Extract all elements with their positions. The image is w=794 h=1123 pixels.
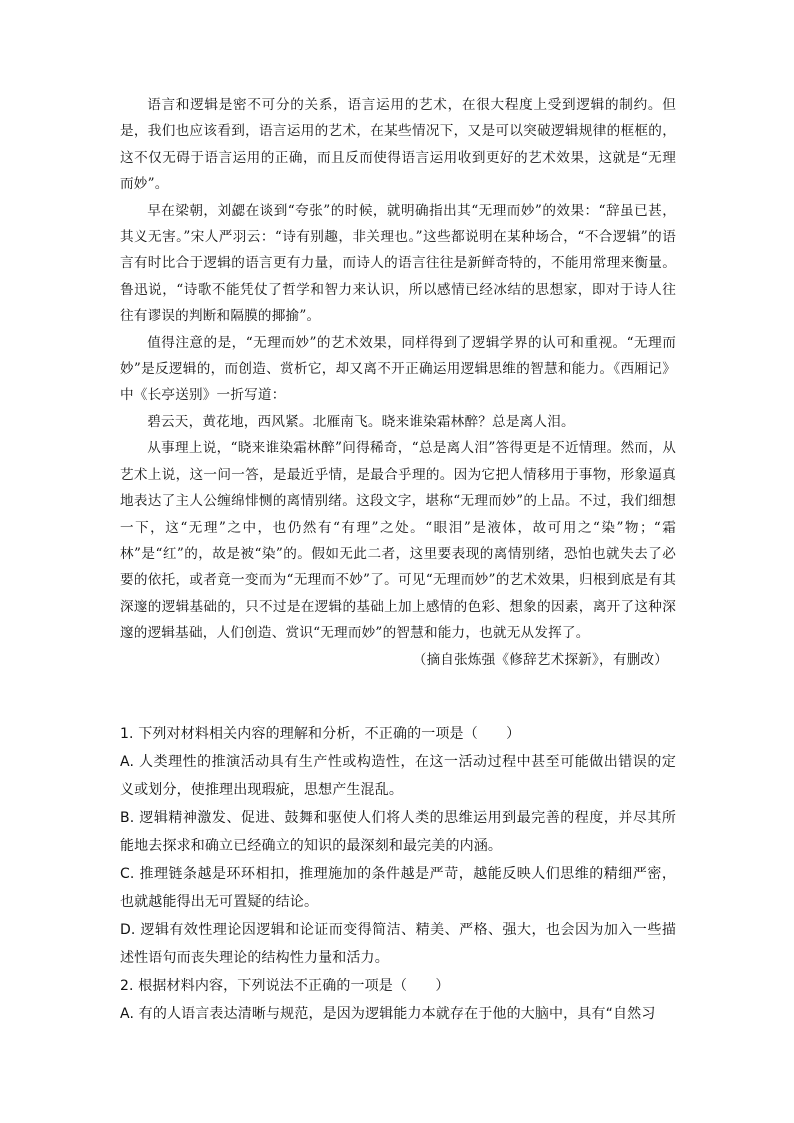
reading-passage bbox=[120, 92, 676, 673]
question-1-option-a: A. 人类理性的推演活动具有生产性或构造性，在这一活动过程中甚至可能做出错误的定义或划分，使推理出现瑕疵，思想产生混乱。 bbox=[120, 754, 676, 798]
passage-paragraph-1: 语言和逻辑是密不可分的关系，语言运用的艺术，在很大程度上受到逻辑的制约。但是，我们也应该看到，语言运用的艺术，在某些情况下，又是可以突破逻辑规律的框框的，这不仅无碍于语言运用的正确，而且反而使得语言运用收到更好的艺术效果，这就是“无理而妙”。 bbox=[120, 97, 676, 193]
question-1-option-d: D. 逻辑有效性理论因逻辑和论证而变得简洁、精美、严格、强大，也会因为加入一些描述性语句而丧失理论的结构性力量和活力。 bbox=[120, 922, 676, 966]
passage-paragraph-2: 早在梁朝，刘勰在谈到“夸张”的时候，就明确指出其“无理而妙”的效果：“辞虽已甚，其义无害。”宋人严羽云：“诗有别趣，非关理也。”这些都说明在某种场合，“不合逻辑”的语言有时比合于逻辑的语言更有力量，而诗人的语言往往是新鲜奇特的，不能用常理来衡量。鲁迅说，“诗歌不能凭仗了哲学和智力来认识，所以感情已经冰结的思想家，即对于诗人往往有谬误的判断和隔膜的揶揄”。 bbox=[120, 202, 676, 325]
question-section bbox=[120, 720, 676, 1028]
passage-poem-quote: 碧云天，黄花地，西风紧。北雁南飞。晓来谁染霜林醉？总是离人泪。 bbox=[147, 413, 575, 430]
passage-paragraph-5: 从事理上说，“晓来谁染霜林醉”问得稀奇，“总是离人泪”答得更是不近情理。然而，从艺术上说，这一问一答，是最近乎情，是最合乎理的。因为它把人情移用于事物，形象逼真地表达了主人公缠绵悱恻的离情别绪。这段文字，堪称“无理而妙”的上品。不过，我们细想一下，这“无理”之中，也仍然有“有理”之处。“眼泪”是液体，故可用之“染”物；“霜林”是“红”的，故是被“染”的。假如无此二者，这里要表现的离情别绪，恐怕也就失去了必要的依托，或者竟一变而为“无理而不妙”了。可见“无理而妙”的艺术效果，归根到底是有其深邃的逻辑基础的，只不过是在逻辑的基础上加上感情的色彩、想象的因素，离开了这种深邃的逻辑基础，人们创造、赏识“无理而妙”的智慧和能力，也就无从发挥了。 bbox=[120, 440, 676, 642]
passage-paragraph-3: 值得注意的是，“无理而妙”的艺术效果，同样得到了逻辑学界的认可和重视。“无理而妙”是反逻辑的，而创造、赏析它，却又离不开正确运用逻辑思维的智慧和能力。《西厢记》中《长亭送别》一折写道： bbox=[120, 334, 676, 404]
question-1-option-c: C. 推理链条越是环环相扣，推理施加的条件越是严苛，越能反映人们思维的精细严密，也就越能得出无可置疑的结论。 bbox=[120, 866, 676, 910]
question-1-option-b: B. 逻辑精神激发、促进、鼓舞和驱使人们将人类的思维运用到最完善的程度，并尽其所能地去探求和确立已经确立的知识的最深刻和最完美的内涵。 bbox=[120, 810, 676, 854]
passage-source-citation: （摘自张炼强《修辞艺术探新》，有删改） bbox=[412, 651, 668, 668]
question-2-option-a: A. 有的人语言表达清晰与规范，是因为逻辑能力本就存在于他的大脑中，具有“自然习 bbox=[120, 1006, 656, 1022]
question-2-stem: 2. 根据材料内容，下列说法不正确的一项是（ ） bbox=[120, 978, 450, 994]
question-1-stem: 1. 下列对材料相关内容的理解和分析，不正确的一项是（ ） bbox=[120, 726, 521, 742]
